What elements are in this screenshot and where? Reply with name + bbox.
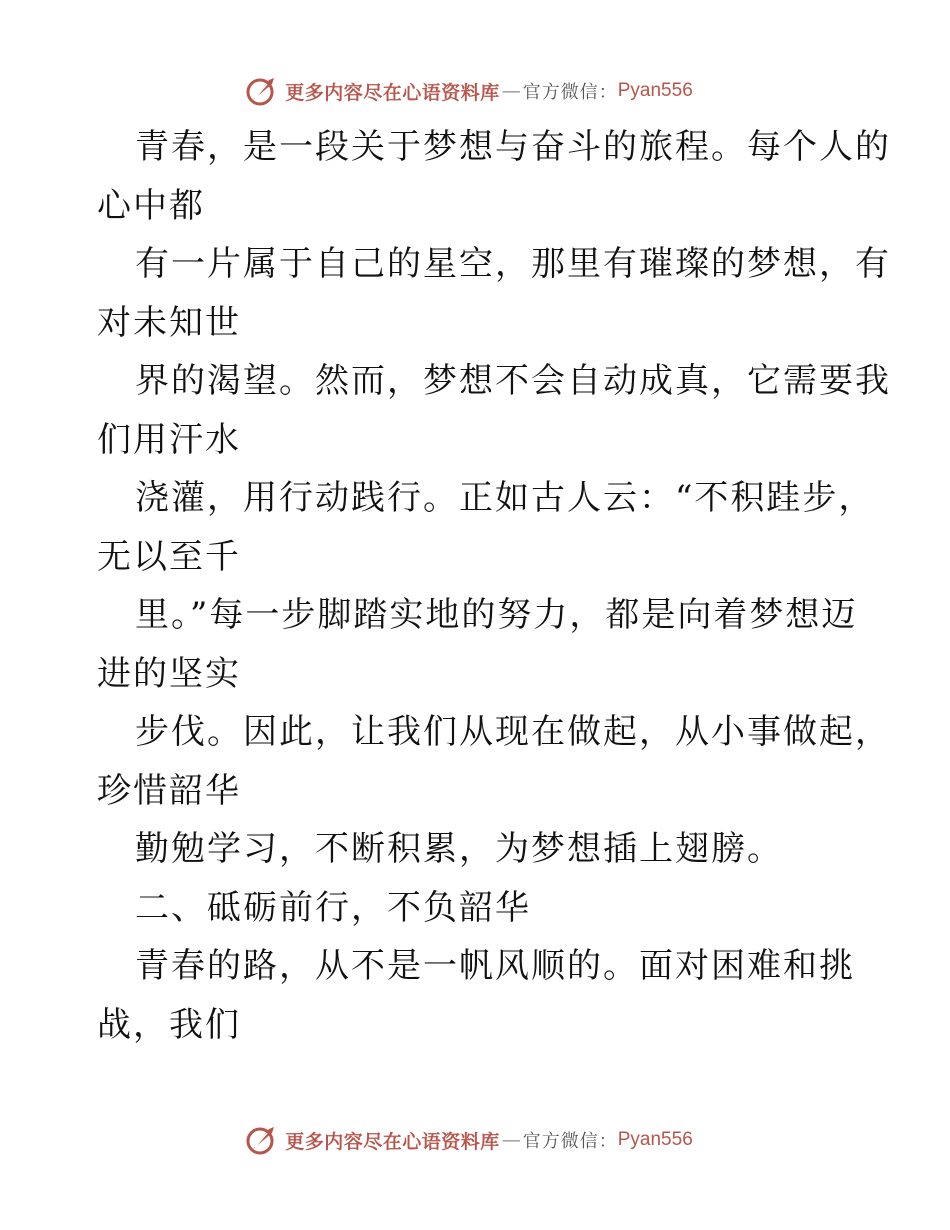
text-line: 战，我们 — [97, 1004, 241, 1045]
text-line: 青春，是一段关于梦想与奋斗的旅程。每个人的 — [135, 127, 891, 167]
text-line: 青春的路，从不是一帆风顺的。面对困难和挑 — [135, 946, 855, 986]
text-line: 珍惜韶华 — [97, 770, 241, 811]
text-line: 们用汗水 — [97, 419, 241, 460]
header-watermark — [0, 71, 950, 111]
quill-logo-icon — [245, 74, 279, 108]
watermark-separator: — — [501, 1129, 521, 1151]
text-line: 无以至千 — [97, 536, 241, 577]
watermark-wechat-id: Pyan556 — [617, 80, 693, 101]
text-line: 对未知世 — [97, 302, 241, 343]
text-line: 有一片属于自己的星空，那里有璀璨的梦想，有 — [135, 244, 891, 284]
body-text — [97, 118, 891, 1054]
watermark-site-text: 更多内容尽在心语资料库 — [285, 81, 500, 104]
text-line: 勤勉学习，不断积累，为梦想插上翅膀。 — [135, 829, 783, 869]
watermark-wechat-label: 官方微信： — [522, 1131, 618, 1152]
text-line: 里。”每一步脚踏实地的努力，都是向着梦想迈 — [135, 595, 858, 635]
footer-watermark — [0, 1120, 950, 1160]
text-line: 浇灌，用行动践行。正如古人云：“不积跬步， — [135, 478, 875, 518]
quill-logo-icon — [245, 1123, 279, 1157]
text-line: 心中都 — [97, 185, 205, 226]
text-line: 界的渴望。然而，梦想不会自动成真，它需要我 — [135, 361, 891, 401]
text-line: 进的坚实 — [97, 653, 241, 694]
text-line: 步伐。因此，让我们从现在做起，从小事做起， — [135, 712, 891, 752]
watermark-separator: — — [501, 80, 521, 102]
watermark-wechat-id: Pyan556 — [617, 1129, 693, 1150]
watermark-wechat-label: 官方微信： — [522, 82, 618, 103]
watermark-site-text: 更多内容尽在心语资料库 — [285, 1130, 500, 1153]
section-heading: 二、砥砺前行，不负韶华 — [135, 887, 531, 928]
